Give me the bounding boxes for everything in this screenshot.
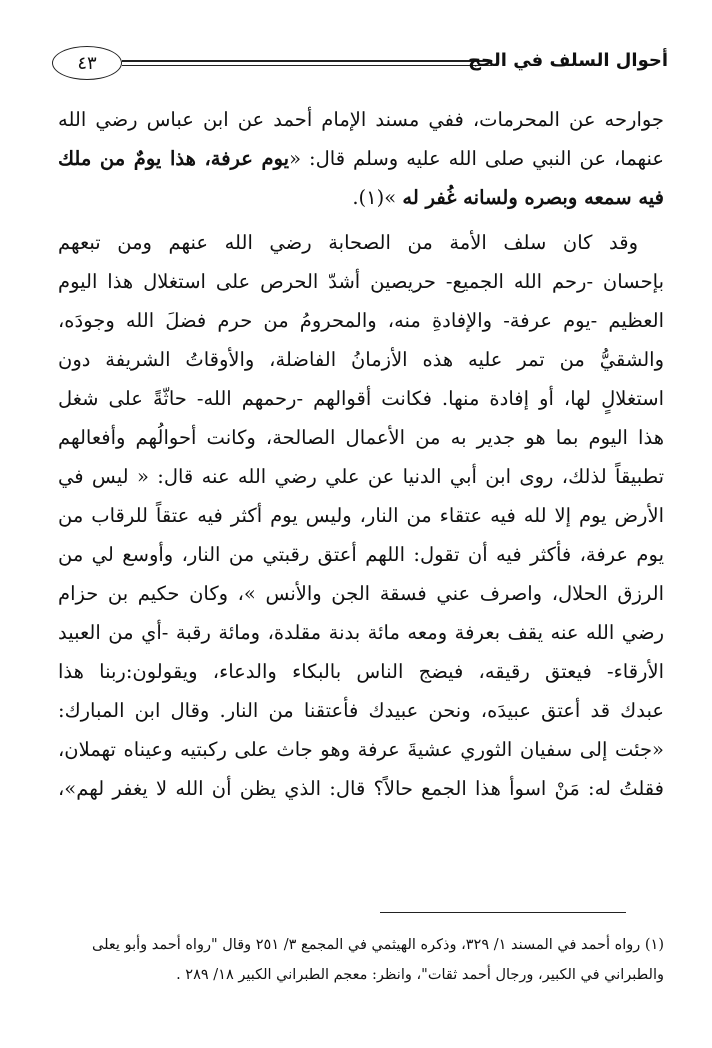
text-line-14: رضي الله عنه يقف بعرفة ومعه مائة بدنة مقلدة، ومائة رقبة -أي من العبيد: [58, 621, 664, 644]
book-title: أحوال السلف في الحج: [468, 50, 668, 71]
text-line-11: الأرض يوم إلا لله فيه عتقاء من النار، وليس يوم أكثر فيه عتقاً للرقاب من: [58, 504, 664, 527]
text-line-8: استغلالٍ لها، أو إفادة منها. فكانت أقوالهم -رحمهم الله- حاثّةً على شغل: [58, 387, 664, 410]
text-line-5: بإحسان -رحم الله الجميع- حريصين أشدّ الحرص على استغلال هذا اليوم: [58, 270, 664, 293]
text-line-15: الأرقاء- فيعتق رقيقه، فيضج الناس بالبكاء والدعاء، ويقولون:ربنا هذا: [58, 660, 664, 683]
text-line-10: تطبيقاً لذلك، روى ابن أبي الدنيا عن علي رضي الله عنه قال: « ليس في: [58, 465, 664, 488]
hadith-quote-end: فيه سمعه وبصره ولسانه غُفر له: [402, 186, 664, 209]
text-line-6: العظيم -يوم عرفة- والإفادةِ منه، والمحرومُ من حرم فضلَ الله وجودَه،: [58, 309, 664, 332]
header-rule-thin: [122, 65, 492, 66]
text-line-7: والشقيُّ من تمر عليه هذه الأزمانُ الفاضلة، والأوقاتُ الشريفة دون: [58, 348, 664, 371]
text-line-2-plain: عنهما، عن النبي صلى الله عليه وسلم قال: «: [289, 147, 664, 170]
text-line-16: عبدك قد أعتق عبيدَه، ونحن عبيدك فأعتقنا من النار. وقال ابن المبارك:: [58, 699, 664, 722]
text-line-2: [58, 139, 664, 178]
footnote-ref: »(١).: [352, 186, 403, 209]
header-rule: [122, 60, 492, 62]
footnote-line-2: والطبراني في الكبير، ورجال أحمد ثقات"، وانظر: معجم الطبراني الكبير ١٨/ ٢٨٩ .: [176, 967, 664, 983]
text-line-1: جوارحه عن المحرمات، ففي مسند الإمام أحمد عن ابن عباس رضي الله: [58, 108, 664, 131]
footnote-line-1: (١) رواه أحمد في المسند ١/ ٣٢٩، وذكره الهيثمي في المجمع ٣/ ٢٥١ وقال "رواه أحمد وأبو يعلى: [92, 937, 664, 953]
text-line-12: يوم عرفة، فأكثر فيه أن تقول: اللهم أعتق رقبتي من النار، وأوسع لي من: [58, 543, 664, 566]
footnotes: [58, 930, 664, 990]
text-line-17: «جئت إلى سفيان الثوري عشيةَ عرفة وهو جاث على ركبتيه وعيناه تهملان،: [58, 738, 664, 761]
text-line-9: هذا اليوم بما هو جدير به من الأعمال الصالحة، وكانت أحوالُهم وأفعالهم: [58, 426, 664, 449]
footnote-separator: [380, 912, 626, 913]
hadith-quote-start: يوم عرفة، هذا يومٌ من ملك: [58, 147, 290, 170]
page-header: [52, 46, 668, 82]
body-text: [58, 100, 664, 808]
text-line-13: الرزق الحلال، واصرف عني فسقة الجن والأنس »، وكان حكيم بن حزام: [58, 582, 664, 605]
text-line-3: [58, 178, 664, 217]
text-line-18: فقلتُ له: مَنْ اسوأ هذا الجمع حالاً؟ قال: الذي يظن أن الله لا يغفر لهم»،: [58, 777, 664, 800]
text-line-4: وقد كان سلف الأمة من الصحابة رضي الله عنهم ومن تبعهم: [58, 231, 638, 254]
page-number: ٤٣: [52, 46, 122, 80]
